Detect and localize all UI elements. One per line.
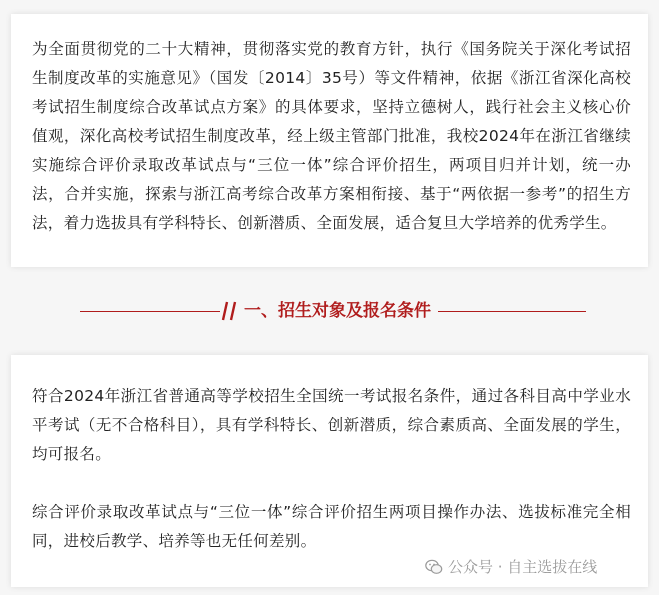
eligibility-card <box>11 355 648 587</box>
wechat-icon <box>425 558 443 576</box>
heading-divider-left <box>80 311 220 312</box>
equivalence-paragraph: 综合评价录取改革试点与“三位一体”综合评价招生两项目操作办法、选拔标准完全相同，进校后教学、培养等也无任何差别。 <box>32 503 631 550</box>
double-slash-icon <box>220 299 240 323</box>
section-title: 一、招生对象及报名条件 <box>244 301 431 321</box>
intro-paragraph: 为全面贯彻党的二十大精神，贯彻落实党的教育方针，执行《国务院关于深化考试招生制度改革的实施意见》（国发〔2014〕35号）等文件精神，依据《浙江省深化高校考试招生制度综合改革试点方案》的具体要求，坚持立德树人，践行社会主义核心价值观，深化高校考试招生制度改革，经上级主管部门批准，我校2024年在浙江省继续实施综合评价录取改革试点与“三位一体”综合评价招生，两项目归并计划，统一办法，合并实施，探索与浙江高考综合改革方案相衔接、基于“两依据一参考”的招生方法，着力选拔具有学科特长、创新潜质、全面发展，适合复旦大学培养的优秀学生。 <box>32 40 631 232</box>
watermark <box>425 556 597 577</box>
heading-divider-right <box>438 311 586 312</box>
intro-card <box>11 14 648 267</box>
paragraph-spacer <box>32 469 631 498</box>
watermark-text: 公众号 · 自主选拔在线 <box>448 558 598 576</box>
section-heading <box>0 296 659 326</box>
eligibility-paragraph: 符合2024年浙江省普通高等学校招生全国统一考试报名条件，通过各科目高中学业水平考试（无不合格科目），具有学科特长、创新潜质，综合素质高、全面发展的学生，均可报名。 <box>32 387 631 463</box>
